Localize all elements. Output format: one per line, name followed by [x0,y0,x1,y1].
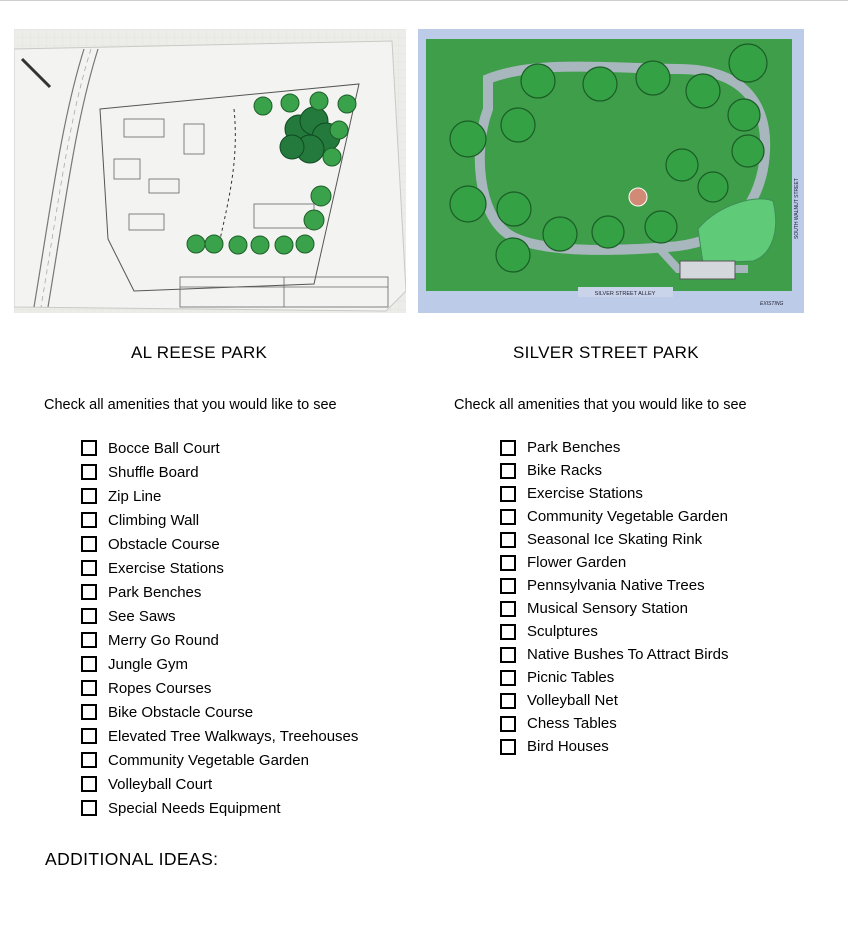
amenity-label: See Saws [108,607,176,625]
checkbox[interactable] [81,536,97,552]
amenity-label: Shuffle Board [108,463,199,481]
amenity-item[interactable] [81,628,358,652]
south-walnut-street-label: SOUTH WALNUT STREET [794,178,800,239]
amenity-label: Park Benches [108,583,202,601]
checkbox[interactable] [500,670,516,686]
additional-ideas-heading: ADDITIONAL IDEAS: [45,849,219,869]
checkbox[interactable] [81,584,97,600]
amenity-item[interactable] [500,551,728,574]
checkbox[interactable] [500,739,516,755]
amenity-item[interactable] [81,724,358,748]
checkbox[interactable] [500,693,516,709]
amenity-item[interactable] [81,796,358,820]
amenity-item[interactable] [500,620,728,643]
amenity-item[interactable] [500,666,728,689]
checkbox[interactable] [500,440,516,456]
amenity-item[interactable] [500,528,728,551]
silver-street-amenities-list [500,436,728,758]
amenity-item[interactable] [500,689,728,712]
amenity-label: Musical Sensory Station [527,600,688,617]
amenity-item[interactable] [81,748,358,772]
checkbox[interactable] [500,716,516,732]
amenity-label: Sculptures [527,623,598,640]
silver-street-plan-drawing [418,29,804,313]
amenity-item[interactable] [500,735,728,758]
amenity-item[interactable] [81,772,358,796]
checkbox[interactable] [81,488,97,504]
amenity-label: Zip Line [108,487,162,505]
amenity-item[interactable] [500,597,728,620]
amenity-label: Bike Obstacle Course [108,703,254,721]
checkbox[interactable] [500,578,516,594]
amenity-item[interactable] [81,508,358,532]
al-reese-park-title: AL REESE PARK [131,343,268,362]
amenity-label: Seasonal Ice Skating Rink [527,531,703,548]
checkbox[interactable] [500,463,516,479]
amenity-item[interactable] [81,556,358,580]
checkbox[interactable] [81,656,97,672]
checkbox[interactable] [81,800,97,816]
amenity-label: Climbing Wall [108,511,200,529]
checkbox[interactable] [81,464,97,480]
amenity-label: Elevated Tree Walkways, Treehouses [108,727,359,745]
silver-street-park-site-plan [418,29,804,313]
amenity-label: Ropes Courses [108,679,212,697]
checkbox[interactable] [500,555,516,571]
amenity-item[interactable] [81,436,358,460]
al-reese-amenities-list [81,436,358,820]
amenity-item[interactable] [81,460,358,484]
amenity-label: Community Vegetable Garden [527,508,728,525]
amenity-label: Picnic Tables [527,669,615,686]
amenity-item[interactable] [81,652,358,676]
checkbox[interactable] [500,486,516,502]
checkbox[interactable] [500,647,516,663]
checkbox[interactable] [81,512,97,528]
amenity-label: Exercise Stations [527,485,643,502]
checkbox[interactable] [81,608,97,624]
amenity-label: Pennsylvania Native Trees [527,577,705,594]
amenity-item[interactable] [500,436,728,459]
al-reese-park-site-plan [14,29,406,313]
checkbox[interactable] [81,632,97,648]
amenity-item[interactable] [81,700,358,724]
amenity-item[interactable] [81,676,358,700]
amenity-item[interactable] [500,505,728,528]
top-divider [0,0,848,1]
checkbox[interactable] [500,624,516,640]
amenity-label: Native Bushes To Attract Birds [527,646,729,663]
silver-street-alley-label: SILVER STREET ALLEY [594,291,656,297]
checkbox[interactable] [500,532,516,548]
checkbox[interactable] [81,776,97,792]
amenity-item[interactable] [500,459,728,482]
silver-street-instruction: Check all amenities that you would like to see [454,397,747,413]
existing-label: EXISTING [760,301,784,307]
amenity-item[interactable] [500,482,728,505]
amenity-label: Community Vegetable Garden [108,751,309,769]
amenity-label: Park Benches [527,439,621,456]
silver-street-park-title: SILVER STREET PARK [513,343,699,362]
amenity-label: Flower Garden [527,554,627,571]
checkbox[interactable] [81,752,97,768]
checkbox[interactable] [500,509,516,525]
amenity-item[interactable] [81,484,358,508]
amenity-label: Chess Tables [527,715,617,732]
al-reese-instruction: Check all amenities that you would like to see [44,397,337,413]
checkbox[interactable] [81,680,97,696]
amenity-item[interactable] [81,532,358,556]
amenity-label: Volleyball Net [527,692,618,709]
amenity-label: Jungle Gym [108,655,189,673]
amenity-label: Volleyball Court [108,775,213,793]
amenity-label: Bird Houses [527,738,609,755]
amenity-item[interactable] [81,604,358,628]
amenity-label: Obstacle Course [108,535,220,553]
checkbox[interactable] [81,728,97,744]
amenity-label: Special Needs Equipment [108,799,281,817]
amenity-label: Bike Racks [527,462,603,479]
amenity-item[interactable] [500,712,728,735]
amenity-item[interactable] [500,574,728,597]
checkbox[interactable] [81,704,97,720]
amenity-item[interactable] [500,643,728,666]
amenity-item[interactable] [81,580,358,604]
checkbox[interactable] [500,601,516,617]
amenity-label: Merry Go Round [108,631,219,649]
amenity-label: Bocce Ball Court [108,439,220,457]
checkbox[interactable] [81,560,97,576]
al-reese-plan-drawing [14,29,406,313]
amenity-label: Exercise Stations [108,559,224,577]
checkbox[interactable] [81,440,97,456]
